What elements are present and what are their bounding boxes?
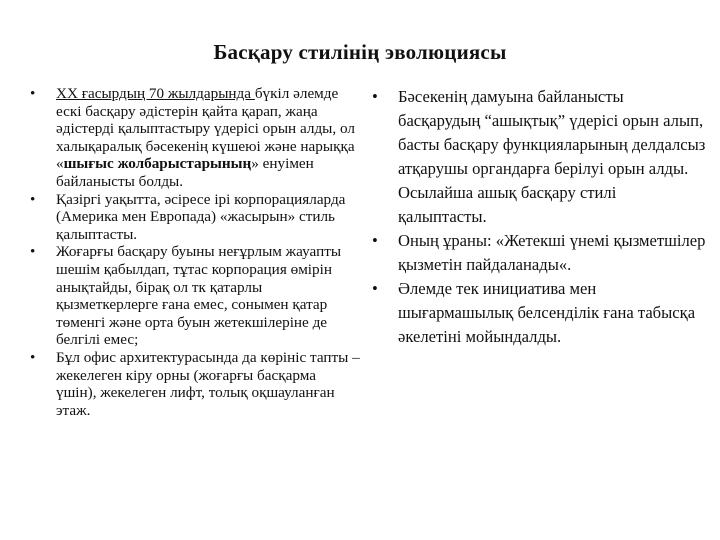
- list-item: [372, 85, 707, 229]
- left-bullet-list: [30, 85, 360, 419]
- list-item: [372, 229, 707, 277]
- item-text: Әлемде тек инициатива мен шығармашылық белсенділік ғана табысқа әкелетіні мойындалды.: [398, 279, 696, 346]
- list-item: [30, 85, 360, 191]
- bullet-icon: •: [30, 85, 36, 102]
- item-text: Қазіргі уақытта, әсіресе ірі корпорацияларда (Америка мен Европада) «жасырын» стиль қалыптасты.: [56, 190, 346, 243]
- list-item: [30, 191, 360, 244]
- right-bullet-list: [372, 85, 707, 349]
- bullet-icon: •: [372, 87, 378, 106]
- list-item: [30, 349, 360, 419]
- list-item: [372, 277, 707, 349]
- bullet-icon: •: [30, 243, 36, 261]
- bullet-icon: •: [30, 348, 36, 366]
- slide-title: Басқару стилінің эволюциясы: [213, 40, 507, 64]
- item-text: » енуімен байланысты болды.: [56, 155, 314, 190]
- bold-text: шығыс жолбарыстарының: [63, 155, 252, 173]
- item-text: Бұл офис архитектурасында да көрініс тапты – жекелеген кіру орны (жоғарғы басқарма үшін), жекелеген лифт, толық оқшауланған этаж.: [56, 348, 360, 419]
- bullet-icon: •: [372, 231, 378, 250]
- bullet-icon: •: [30, 190, 36, 208]
- item-text: Бәсекенің дамуына байланысты басқарудың “ашықтық” үдерісі орын алып, басты басқару функцияларының делдалсыз атқарушы органдарға берілуі орын алды. Осылайша ашық басқару стилі қалыптасты.: [398, 87, 706, 226]
- item-text: Жоғарғы басқару буыны неғұрлым жауапты шешім қабылдап, тұтас корпорация өмірін анықтайды, бірақ ол тк қатарлы қызметкерлерге ғана емес, сонымен қатар төменгі және орта буын жетекшілеріне де белгілі емес;: [56, 243, 342, 349]
- underlined-text: XX ғасырдың 70 жылдарында: [56, 85, 255, 102]
- list-item: [30, 243, 360, 349]
- item-text: Оның ұраны: «Жетекші үнемі қызметшілер қызметін пайдаланады«.: [398, 231, 706, 274]
- item-text: бүкіл әлемде ескі басқару әдістерін қайта қарап, жаңа әдістерді қалыптастыру үдерісі орын алды, ол халықаралық бәсекенің күшеюі және нарыққа «: [56, 85, 355, 173]
- bullet-icon: •: [372, 279, 378, 298]
